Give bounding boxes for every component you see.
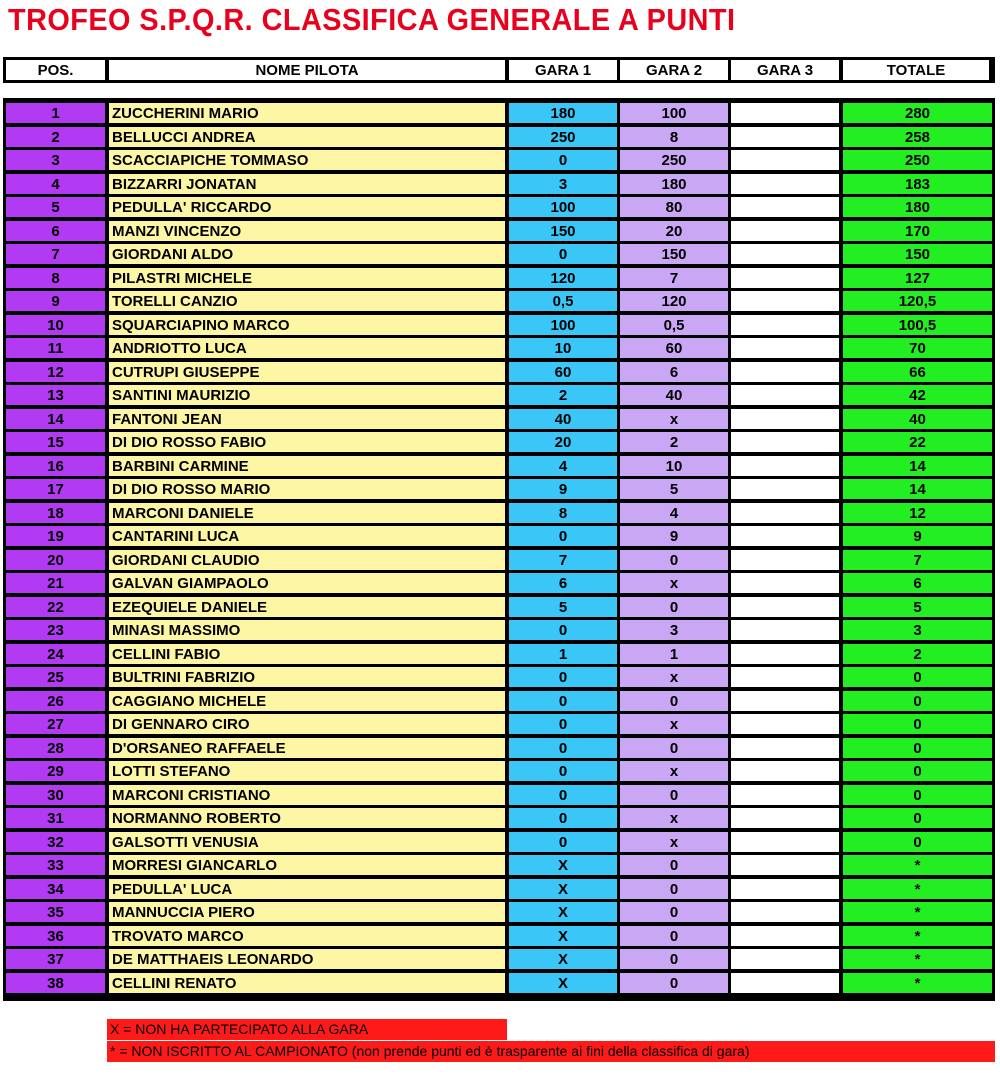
table-row bbox=[6, 244, 992, 264]
cell-name: EZEQUIELE DANIELE bbox=[109, 597, 505, 617]
cell-totale: * bbox=[843, 926, 992, 946]
cell-gara3 bbox=[731, 432, 839, 452]
cell-gara1: 0 bbox=[509, 667, 617, 687]
cell-gara3 bbox=[731, 268, 839, 288]
cell-name: ANDRIOTTO LUCA bbox=[109, 338, 505, 358]
cell-gara1: 180 bbox=[509, 103, 617, 123]
cell-totale: 0 bbox=[843, 808, 992, 828]
cell-gara1: 100 bbox=[509, 315, 617, 335]
cell-name: CELLINI FABIO bbox=[109, 644, 505, 664]
table-row bbox=[6, 808, 992, 828]
cell-totale: 250 bbox=[843, 150, 992, 170]
header-gara2: GARA 2 bbox=[620, 60, 728, 80]
cell-gara1: 60 bbox=[509, 362, 617, 382]
cell-name: PEDULLA' RICCARDO bbox=[109, 197, 505, 217]
cell-name: MARCONI DANIELE bbox=[109, 503, 505, 523]
cell-pos: 34 bbox=[6, 879, 105, 899]
table-row bbox=[6, 926, 992, 946]
cell-pos: 17 bbox=[6, 479, 105, 499]
cell-name: CUTRUPI GIUSEPPE bbox=[109, 362, 505, 382]
cell-gara3 bbox=[731, 221, 839, 241]
cell-gara2: 0 bbox=[620, 785, 728, 805]
cell-gara2: 100 bbox=[620, 103, 728, 123]
table-row bbox=[6, 503, 992, 523]
cell-gara2: 8 bbox=[620, 127, 728, 147]
cell-pos: 1 bbox=[6, 103, 105, 123]
cell-gara2: 3 bbox=[620, 620, 728, 640]
cell-pos: 14 bbox=[6, 409, 105, 429]
cell-pos: 7 bbox=[6, 244, 105, 264]
cell-pos: 38 bbox=[6, 973, 105, 993]
cell-pos: 20 bbox=[6, 550, 105, 570]
table-row bbox=[6, 879, 992, 899]
cell-gara1: 120 bbox=[509, 268, 617, 288]
cell-name: FANTONI JEAN bbox=[109, 409, 505, 429]
cell-gara2: 0 bbox=[620, 691, 728, 711]
cell-gara1: 0,5 bbox=[509, 291, 617, 311]
cell-totale: 40 bbox=[843, 409, 992, 429]
page-title: TROFEO S.P.Q.R. CLASSIFICA GENERALE A PUNTI bbox=[8, 2, 736, 37]
table-row bbox=[6, 949, 992, 969]
table-row bbox=[6, 973, 992, 993]
cell-totale: 0 bbox=[843, 667, 992, 687]
cell-totale: 7 bbox=[843, 550, 992, 570]
cell-gara1: 0 bbox=[509, 714, 617, 734]
header-totale: TOTALE bbox=[843, 60, 989, 80]
cell-gara2: x bbox=[620, 714, 728, 734]
cell-totale: 6 bbox=[843, 573, 992, 593]
cell-gara2: 5 bbox=[620, 479, 728, 499]
cell-pos: 25 bbox=[6, 667, 105, 687]
table-row bbox=[6, 385, 992, 405]
cell-gara1: 1 bbox=[509, 644, 617, 664]
cell-totale: * bbox=[843, 902, 992, 922]
cell-gara2: 6 bbox=[620, 362, 728, 382]
cell-totale: 183 bbox=[843, 174, 992, 194]
cell-totale: 2 bbox=[843, 644, 992, 664]
cell-gara1: 40 bbox=[509, 409, 617, 429]
cell-gara1: 0 bbox=[509, 691, 617, 711]
table-row bbox=[6, 902, 992, 922]
cell-pos: 8 bbox=[6, 268, 105, 288]
table-row bbox=[6, 597, 992, 617]
cell-name: BULTRINI FABRIZIO bbox=[109, 667, 505, 687]
cell-name: PILASTRI MICHELE bbox=[109, 268, 505, 288]
cell-pos: 35 bbox=[6, 902, 105, 922]
cell-totale: 0 bbox=[843, 691, 992, 711]
cell-name: SANTINI MAURIZIO bbox=[109, 385, 505, 405]
cell-gara2: 0 bbox=[620, 550, 728, 570]
cell-pos: 4 bbox=[6, 174, 105, 194]
cell-gara3 bbox=[731, 902, 839, 922]
table-row bbox=[6, 526, 992, 546]
cell-pos: 19 bbox=[6, 526, 105, 546]
cell-name: DI DIO ROSSO FABIO bbox=[109, 432, 505, 452]
legend-note-x: X = NON HA PARTECIPATO ALLA GARA bbox=[107, 1019, 507, 1040]
cell-gara1: 5 bbox=[509, 597, 617, 617]
cell-gara3 bbox=[731, 127, 839, 147]
cell-gara1: 0 bbox=[509, 785, 617, 805]
header-name: NOME PILOTA bbox=[109, 60, 505, 80]
cell-gara1: X bbox=[509, 949, 617, 969]
cell-gara3 bbox=[731, 103, 839, 123]
cell-pos: 29 bbox=[6, 761, 105, 781]
cell-totale: 12 bbox=[843, 503, 992, 523]
cell-gara2: 60 bbox=[620, 338, 728, 358]
cell-gara1: 4 bbox=[509, 456, 617, 476]
cell-totale: 127 bbox=[843, 268, 992, 288]
cell-gara1: 250 bbox=[509, 127, 617, 147]
cell-gara3 bbox=[731, 244, 839, 264]
cell-name: CELLINI RENATO bbox=[109, 973, 505, 993]
cell-gara3 bbox=[731, 949, 839, 969]
cell-gara1: 6 bbox=[509, 573, 617, 593]
cell-gara2: 0 bbox=[620, 949, 728, 969]
cell-name: MORRESI GIANCARLO bbox=[109, 855, 505, 875]
cell-totale: 120,5 bbox=[843, 291, 992, 311]
cell-totale: 22 bbox=[843, 432, 992, 452]
cell-gara2: 0 bbox=[620, 855, 728, 875]
table-row bbox=[6, 785, 992, 805]
cell-gara2: x bbox=[620, 667, 728, 687]
cell-pos: 15 bbox=[6, 432, 105, 452]
cell-gara1: 0 bbox=[509, 832, 617, 852]
cell-gara3 bbox=[731, 174, 839, 194]
header-gara1: GARA 1 bbox=[509, 60, 617, 80]
cell-gara3 bbox=[731, 550, 839, 570]
cell-gara1: 150 bbox=[509, 221, 617, 241]
cell-gara3 bbox=[731, 855, 839, 875]
cell-totale: 0 bbox=[843, 761, 992, 781]
cell-gara2: 150 bbox=[620, 244, 728, 264]
cell-totale: 0 bbox=[843, 832, 992, 852]
cell-gara1: 10 bbox=[509, 338, 617, 358]
cell-totale: 150 bbox=[843, 244, 992, 264]
cell-name: TORELLI CANZIO bbox=[109, 291, 505, 311]
table-row bbox=[6, 174, 992, 194]
cell-gara3 bbox=[731, 832, 839, 852]
cell-gara3 bbox=[731, 597, 839, 617]
table-row bbox=[6, 714, 992, 734]
cell-gara2: 2 bbox=[620, 432, 728, 452]
cell-gara3 bbox=[731, 573, 839, 593]
table-row bbox=[6, 667, 992, 687]
cell-totale: 9 bbox=[843, 526, 992, 546]
cell-name: TROVATO MARCO bbox=[109, 926, 505, 946]
cell-gara2: 0 bbox=[620, 902, 728, 922]
cell-gara2: 180 bbox=[620, 174, 728, 194]
cell-name: MARCONI CRISTIANO bbox=[109, 785, 505, 805]
cell-gara3 bbox=[731, 150, 839, 170]
cell-gara3 bbox=[731, 879, 839, 899]
cell-gara2: 80 bbox=[620, 197, 728, 217]
cell-gara3 bbox=[731, 526, 839, 546]
cell-name: BELLUCCI ANDREA bbox=[109, 127, 505, 147]
cell-pos: 32 bbox=[6, 832, 105, 852]
legend-note-asterisk: * = NON ISCRITTO AL CAMPIONATO (non prende punti ed è trasparente ai fini della classifica di gara) bbox=[107, 1041, 995, 1062]
cell-gara2: 9 bbox=[620, 526, 728, 546]
cell-name: DI GENNARO CIRO bbox=[109, 714, 505, 734]
cell-pos: 16 bbox=[6, 456, 105, 476]
cell-gara3 bbox=[731, 385, 839, 405]
cell-totale: 0 bbox=[843, 785, 992, 805]
cell-gara2: 0 bbox=[620, 926, 728, 946]
cell-totale: 70 bbox=[843, 338, 992, 358]
cell-gara1: 20 bbox=[509, 432, 617, 452]
cell-totale: 258 bbox=[843, 127, 992, 147]
table-row bbox=[6, 456, 992, 476]
cell-pos: 28 bbox=[6, 738, 105, 758]
cell-totale: 170 bbox=[843, 221, 992, 241]
cell-gara3 bbox=[731, 973, 839, 993]
header-pos: POS. bbox=[6, 60, 105, 80]
table-row bbox=[6, 268, 992, 288]
cell-totale: 66 bbox=[843, 362, 992, 382]
cell-gara2: x bbox=[620, 573, 728, 593]
header-gara3: GARA 3 bbox=[731, 60, 839, 80]
cell-totale: 5 bbox=[843, 597, 992, 617]
cell-totale: * bbox=[843, 973, 992, 993]
cell-gara1: 0 bbox=[509, 620, 617, 640]
cell-gara2: 20 bbox=[620, 221, 728, 241]
cell-pos: 2 bbox=[6, 127, 105, 147]
cell-gara3 bbox=[731, 362, 839, 382]
cell-gara2: 0 bbox=[620, 738, 728, 758]
cell-gara3 bbox=[731, 620, 839, 640]
cell-totale: 42 bbox=[843, 385, 992, 405]
cell-name: DE MATTHAEIS LEONARDO bbox=[109, 949, 505, 969]
cell-gara2: 0 bbox=[620, 879, 728, 899]
cell-gara1: 8 bbox=[509, 503, 617, 523]
cell-pos: 18 bbox=[6, 503, 105, 523]
table-row bbox=[6, 338, 992, 358]
cell-pos: 24 bbox=[6, 644, 105, 664]
cell-gara3 bbox=[731, 761, 839, 781]
cell-gara3 bbox=[731, 644, 839, 664]
cell-pos: 12 bbox=[6, 362, 105, 382]
cell-gara2: 7 bbox=[620, 268, 728, 288]
table-row bbox=[6, 573, 992, 593]
table-row bbox=[6, 550, 992, 570]
table-row bbox=[6, 644, 992, 664]
cell-gara1: 0 bbox=[509, 150, 617, 170]
table-row bbox=[6, 761, 992, 781]
cell-gara2: 250 bbox=[620, 150, 728, 170]
cell-totale: * bbox=[843, 949, 992, 969]
cell-gara2: 0 bbox=[620, 597, 728, 617]
cell-gara2: 40 bbox=[620, 385, 728, 405]
cell-gara1: 9 bbox=[509, 479, 617, 499]
cell-gara1: 0 bbox=[509, 526, 617, 546]
cell-name: SQUARCIAPINO MARCO bbox=[109, 315, 505, 335]
cell-name: GIORDANI ALDO bbox=[109, 244, 505, 264]
cell-gara1: 0 bbox=[509, 808, 617, 828]
cell-name: DI DIO ROSSO MARIO bbox=[109, 479, 505, 499]
cell-gara1: X bbox=[509, 879, 617, 899]
cell-gara3 bbox=[731, 338, 839, 358]
cell-gara1: 3 bbox=[509, 174, 617, 194]
cell-gara3 bbox=[731, 291, 839, 311]
cell-pos: 21 bbox=[6, 573, 105, 593]
cell-totale: * bbox=[843, 879, 992, 899]
cell-gara1: 0 bbox=[509, 738, 617, 758]
cell-pos: 6 bbox=[6, 221, 105, 241]
cell-pos: 30 bbox=[6, 785, 105, 805]
cell-gara3 bbox=[731, 456, 839, 476]
table-row bbox=[6, 150, 992, 170]
table-row bbox=[6, 738, 992, 758]
cell-gara1: 7 bbox=[509, 550, 617, 570]
cell-gara1: 0 bbox=[509, 244, 617, 264]
cell-gara2: 4 bbox=[620, 503, 728, 523]
table-row bbox=[6, 479, 992, 499]
table-header bbox=[3, 57, 995, 83]
table-row bbox=[6, 855, 992, 875]
cell-name: NORMANNO ROBERTO bbox=[109, 808, 505, 828]
cell-pos: 10 bbox=[6, 315, 105, 335]
cell-totale: 180 bbox=[843, 197, 992, 217]
cell-gara3 bbox=[731, 197, 839, 217]
cell-gara3 bbox=[731, 738, 839, 758]
cell-gara2: x bbox=[620, 761, 728, 781]
cell-pos: 3 bbox=[6, 150, 105, 170]
cell-pos: 22 bbox=[6, 597, 105, 617]
table-row bbox=[6, 691, 992, 711]
table-row bbox=[6, 291, 992, 311]
cell-pos: 23 bbox=[6, 620, 105, 640]
cell-gara3 bbox=[731, 691, 839, 711]
cell-name: BARBINI CARMINE bbox=[109, 456, 505, 476]
cell-gara2: 10 bbox=[620, 456, 728, 476]
cell-gara3 bbox=[731, 479, 839, 499]
table-row bbox=[6, 409, 992, 429]
cell-pos: 11 bbox=[6, 338, 105, 358]
cell-name: GIORDANI CLAUDIO bbox=[109, 550, 505, 570]
cell-gara3 bbox=[731, 503, 839, 523]
cell-pos: 5 bbox=[6, 197, 105, 217]
cell-gara3 bbox=[731, 315, 839, 335]
cell-totale: 14 bbox=[843, 479, 992, 499]
cell-gara1: 100 bbox=[509, 197, 617, 217]
table-row bbox=[6, 221, 992, 241]
cell-pos: 31 bbox=[6, 808, 105, 828]
cell-totale: 3 bbox=[843, 620, 992, 640]
cell-name: ZUCCHERINI MARIO bbox=[109, 103, 505, 123]
table-row bbox=[6, 103, 992, 123]
cell-name: BIZZARRI JONATAN bbox=[109, 174, 505, 194]
cell-totale: * bbox=[843, 855, 992, 875]
cell-name: D'ORSANEO RAFFAELE bbox=[109, 738, 505, 758]
cell-gara3 bbox=[731, 409, 839, 429]
cell-pos: 36 bbox=[6, 926, 105, 946]
cell-gara2: 0,5 bbox=[620, 315, 728, 335]
cell-gara1: X bbox=[509, 973, 617, 993]
table-row bbox=[6, 362, 992, 382]
table-row bbox=[6, 315, 992, 335]
cell-pos: 33 bbox=[6, 855, 105, 875]
cell-gara3 bbox=[731, 785, 839, 805]
cell-pos: 37 bbox=[6, 949, 105, 969]
standings-table bbox=[3, 98, 995, 1001]
table-row bbox=[6, 432, 992, 452]
cell-name: SCACCIAPICHE TOMMASO bbox=[109, 150, 505, 170]
cell-gara3 bbox=[731, 667, 839, 687]
cell-pos: 13 bbox=[6, 385, 105, 405]
table-row bbox=[6, 832, 992, 852]
cell-totale: 14 bbox=[843, 456, 992, 476]
table-row bbox=[6, 620, 992, 640]
table-row bbox=[6, 197, 992, 217]
cell-gara3 bbox=[731, 714, 839, 734]
cell-name: CANTARINI LUCA bbox=[109, 526, 505, 546]
cell-gara2: 120 bbox=[620, 291, 728, 311]
cell-name: MINASI MASSIMO bbox=[109, 620, 505, 640]
cell-gara3 bbox=[731, 808, 839, 828]
cell-gara1: 0 bbox=[509, 761, 617, 781]
cell-pos: 27 bbox=[6, 714, 105, 734]
cell-name: LOTTI STEFANO bbox=[109, 761, 505, 781]
cell-gara2: x bbox=[620, 409, 728, 429]
cell-name: MANZI VINCENZO bbox=[109, 221, 505, 241]
cell-gara2: x bbox=[620, 808, 728, 828]
cell-gara1: X bbox=[509, 926, 617, 946]
cell-gara2: 0 bbox=[620, 973, 728, 993]
cell-pos: 26 bbox=[6, 691, 105, 711]
cell-gara1: 2 bbox=[509, 385, 617, 405]
cell-totale: 0 bbox=[843, 738, 992, 758]
cell-name: PEDULLA' LUCA bbox=[109, 879, 505, 899]
cell-totale: 280 bbox=[843, 103, 992, 123]
cell-totale: 0 bbox=[843, 714, 992, 734]
cell-gara2: 1 bbox=[620, 644, 728, 664]
cell-gara2: x bbox=[620, 832, 728, 852]
cell-totale: 100,5 bbox=[843, 315, 992, 335]
cell-name: MANNUCCIA PIERO bbox=[109, 902, 505, 922]
cell-name: GALVAN GIAMPAOLO bbox=[109, 573, 505, 593]
cell-gara1: X bbox=[509, 902, 617, 922]
cell-pos: 9 bbox=[6, 291, 105, 311]
cell-name: CAGGIANO MICHELE bbox=[109, 691, 505, 711]
table-row bbox=[6, 127, 992, 147]
cell-gara3 bbox=[731, 926, 839, 946]
cell-name: GALSOTTI VENUSIA bbox=[109, 832, 505, 852]
cell-gara1: X bbox=[509, 855, 617, 875]
